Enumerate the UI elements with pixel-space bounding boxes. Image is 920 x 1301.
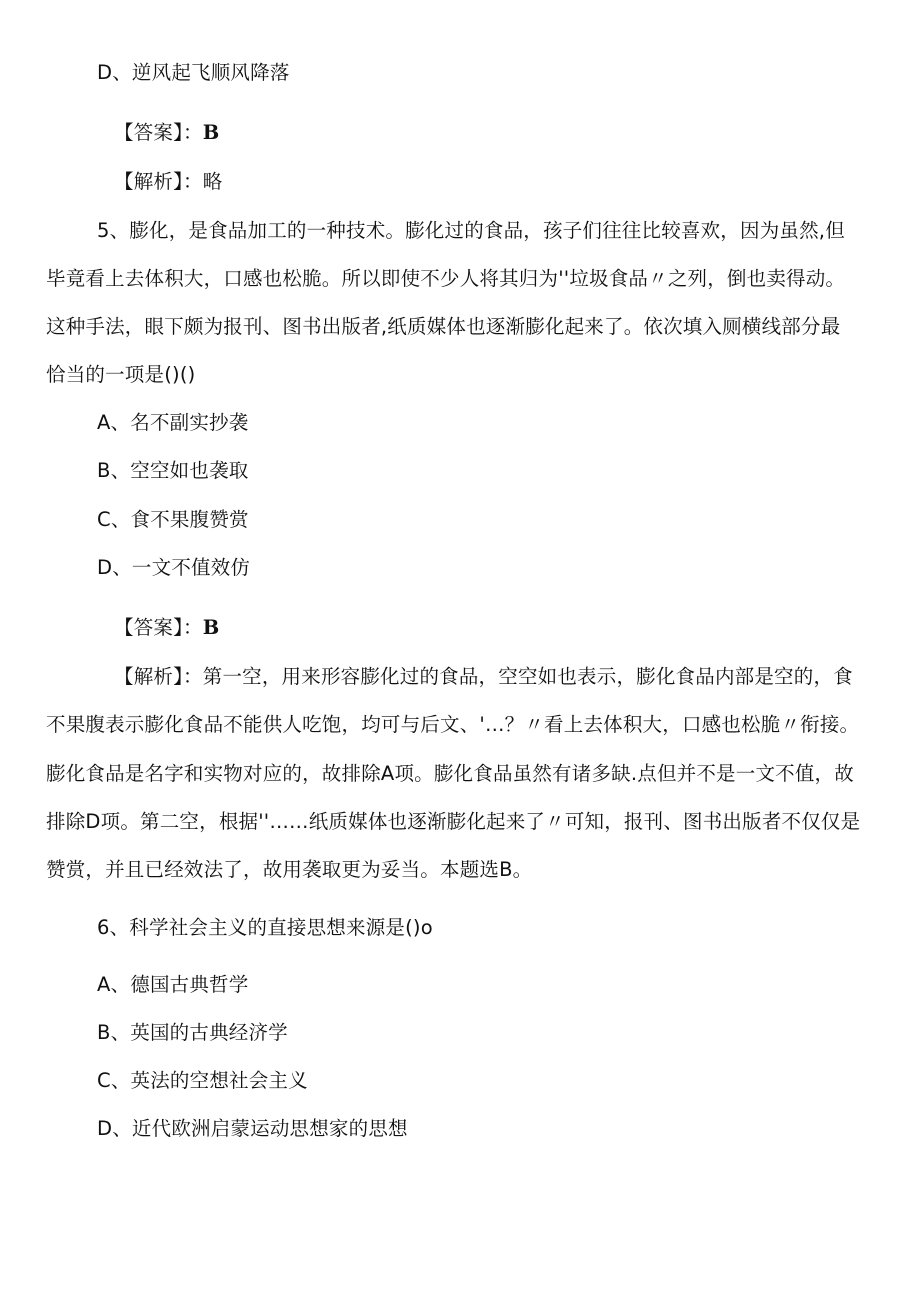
q4-answer-label: 【答案】： xyxy=(114,121,203,144)
q5-answer-label: 【答案】： xyxy=(114,616,203,639)
q5-question-line: 这种手法，眼下颇为报刊、图书出版者,纸质媒体也逐渐膨化起来了。依次填入厕横线部分最 xyxy=(46,315,841,338)
q4-answer-value: B xyxy=(202,121,220,144)
q4-analysis-label: 【解析】： xyxy=(114,170,203,193)
q6-option-b: B、英国的古典经济学 xyxy=(97,1021,288,1044)
q5-answer-value: B xyxy=(202,616,220,639)
q4-option-d: D、逆风起飞顺风降落 xyxy=(97,61,290,84)
q5-question-line: 毕竟看上去体积大，口感也松脆。所以即使不少人将其归为''垃圾食品〃之列，倒也卖得动。 xyxy=(46,267,846,290)
q5-option-b: B、空空如也袭取 xyxy=(97,459,249,482)
q5-answer xyxy=(114,616,219,640)
q5-analysis-line: 赞赏，并且已经效法了，故用袭取更为妥当。本题选B。 xyxy=(46,858,533,881)
q5-question-line: 恰当的一项是()() xyxy=(46,363,196,386)
q6-option-a: A、德国古典哲学 xyxy=(97,973,249,996)
q4-analysis xyxy=(114,170,222,194)
q6-option-d: D、近代欧洲启蒙运动思想家的思想 xyxy=(97,1117,408,1140)
q5-analysis-line: 排除D项。第二空，根据''……纸质媒体也逐渐膨化起来了〃可知，报刊、图书出版者不仅仅是 xyxy=(46,810,861,833)
q5-option-c: C、食不果腹赞赏 xyxy=(97,508,249,531)
q5-analysis-line: 膨化食品是名字和实物对应的，故排除A项。膨化食品虽然有诸多缺.点但并不是一文不值，故 xyxy=(46,762,854,785)
q5-question-line: 5、膨化，是食品加工的一种技术。膨化过的食品，孩子们往往比较喜欢，因为虽然,但 xyxy=(97,219,845,242)
q4-analysis-text: 略 xyxy=(202,170,223,193)
q5-analysis-line: 【解析】：第一空，用来形容膨化过的食品，空空如也表示，膨化食品内部是空的，食 xyxy=(114,665,853,688)
q4-answer xyxy=(114,121,219,145)
q5-option-a: A、名不副实抄袭 xyxy=(97,411,249,434)
q5-analysis-line: 不果腹表示膨化食品不能供人吃饱，均可与后文、'…？〃看上去体积大，口感也松脆〃衔接。 xyxy=(46,713,860,736)
q6-question: 6、科学社会主义的直接思想来源是()o xyxy=(97,916,433,939)
q5-option-d: D、一文不值效仿 xyxy=(97,556,251,579)
q6-option-c: C、英法的空想社会主义 xyxy=(97,1069,308,1092)
